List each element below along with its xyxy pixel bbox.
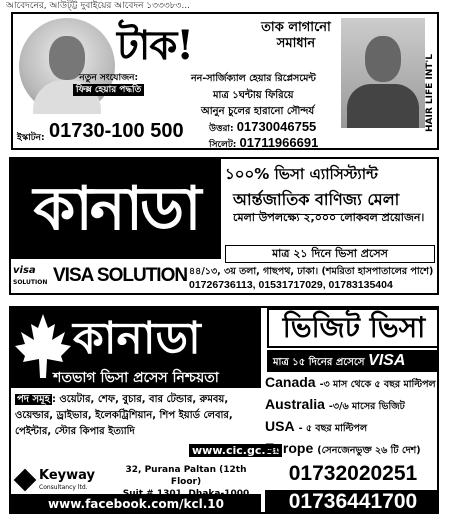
ad2-fair-sub: মেলা উপলক্ষ্যে ২,০০০ লোকবল প্রয়োজন। xyxy=(233,211,425,224)
ad2-title: কানাডা xyxy=(11,159,221,259)
country-row: Europe (সেনজেনভুক্ত ২৬ টি দেশ) xyxy=(265,440,421,456)
ad3-title: কানাডা xyxy=(73,313,201,364)
top-fragment: আবেদনের, আউট্ট্ট দুবাইয়ের আবেদন ১৩৩৩৮৩... xyxy=(6,1,190,11)
jobs-label: পদ সমূহ xyxy=(17,394,50,405)
ad1-brand: HAIR LIFE INT'L xyxy=(425,54,435,132)
ad3-guarantee: শতভাগ ভিসা প্রসেস নিশ্চয়তা xyxy=(53,370,219,386)
ad1-phone-main: 01730-100 500 xyxy=(49,120,184,142)
ad3-days-prefix: মাত্র ১৫ দিনের প্রসেসে xyxy=(273,357,365,368)
keyway-ad xyxy=(9,306,439,514)
ad3-website: www.cic.gc.ca xyxy=(189,444,282,457)
visa-solution-ad xyxy=(9,157,439,295)
country-row: Australia -৩/৬ মাসের ভিজিট xyxy=(265,396,405,412)
country-row: Canada -৩ মাস থেকে ৫ বছর মাল্টিপল xyxy=(265,374,436,390)
ad3-visit-visa: ভিজিট ভিসা xyxy=(267,308,439,348)
ad2-address: ৪৪/১৩, ৩য় তলা, গাছপথ, ঢাকা। (শমরিতা হাসপাতালের পাশে) xyxy=(189,266,434,277)
model-photo xyxy=(341,18,425,128)
ad2-company: VISA SOLUTION xyxy=(53,265,188,286)
keyway-sub: Consultancy ltd. xyxy=(39,484,88,491)
visa-solution-logo xyxy=(13,265,51,291)
ad3-jobs xyxy=(15,392,261,440)
country-row: USA - ৫ বছর মাল্টিপল xyxy=(265,418,368,434)
ad1-service-line1: নন-সার্জিক্যাল হেয়ার রিপ্লেসমেন্ট xyxy=(191,73,316,84)
keyway-mark-icon xyxy=(14,469,37,492)
keyway-logo xyxy=(15,466,105,496)
ad1-new-feature xyxy=(73,72,144,96)
sylhet-phone: 01711966691 xyxy=(239,135,319,150)
ad2-phones: 01726736113, 01531717029, 01783135404 xyxy=(189,279,393,291)
logo-sub: SOLUTION xyxy=(13,279,48,286)
ad1-consult-line2: ফিক্স হেয়ার পদ্ধতি xyxy=(73,84,144,96)
doctor-photo xyxy=(19,18,115,114)
ad1-tagline: তাক লাগানো সমাধান xyxy=(261,20,331,51)
ad1-branch-phones xyxy=(209,120,318,150)
uttara-phone: 01730046755 xyxy=(236,119,317,134)
country-list xyxy=(265,374,439,462)
ad2-visa-assist: ১০০% ভিসা এ্যাসিস্ট্যান্ট xyxy=(225,165,378,183)
sylhet-label: সিলেট: xyxy=(209,140,237,150)
ad2-fair: আর্ন্তজাতিক বাণিজ্য মেলা xyxy=(233,187,399,215)
address-line1: 32, Purana Paltan (12th Floor) xyxy=(125,465,247,487)
ad1-phone-label: ইস্কাটন: xyxy=(17,133,45,143)
ad3-phone1: 01732020251 xyxy=(288,462,418,485)
jobs-list: : ওয়েটার, শেফ, বুচার, বার টেন্ডার, রুমবয়, ওয়েল্ডার, ড্রাইভার, ইলেকট্রিশিয়ান, শিপ ইয়ার্ড লেবার, পেইন্টার, স্টোর কিপার ইত্যাদি xyxy=(15,394,233,437)
ad3-facebook: www.facebook.com/kcl.10 xyxy=(11,494,261,514)
ad3-phone2: 01736441700 xyxy=(265,490,439,514)
ad1-service-line2: মাত্র ১ঘন্টায় ফিরিয়ে xyxy=(213,90,294,101)
hair-life-ad xyxy=(11,12,439,150)
logo-text: visa xyxy=(13,265,36,276)
ad1-phone-row xyxy=(13,120,439,148)
ad1-service-line3: আনুন চুলের হারানো সৌন্দর্য xyxy=(201,106,315,117)
ad3-days-visa: VISA xyxy=(368,352,406,369)
keyway-name: Keyway xyxy=(39,468,95,483)
ad3-days xyxy=(267,350,439,372)
uttara-label: উত্তরা: xyxy=(209,124,234,134)
ad1-headline: টাক! xyxy=(117,22,193,69)
ad1-consult-line1: নতুন সংযোজন: xyxy=(79,73,139,83)
ad2-process: মাত্র ২১ দিনে ভিসা প্রসেস xyxy=(225,245,435,263)
